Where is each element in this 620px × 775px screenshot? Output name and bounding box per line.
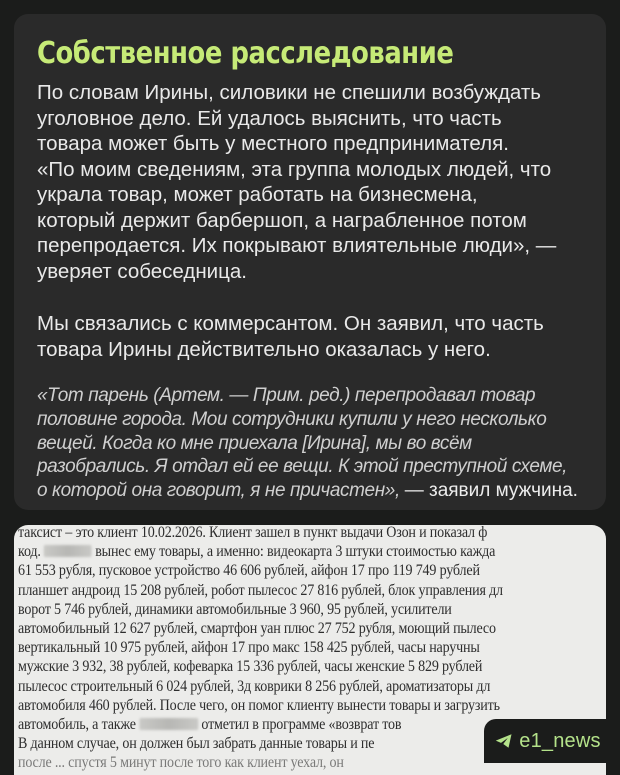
doc-line: код. вынес ему товары, а именно: видеокарта 3 штуки стоимостью кажда xyxy=(18,543,496,561)
redaction-blur xyxy=(44,545,92,557)
channel-name: e1_news xyxy=(519,729,601,752)
doc-line: автомобильный 12 627 рублей, смартфон уан плюс 27 752 рубля, моющий пылесо xyxy=(18,620,496,638)
doc-line: автомобиля 460 рублей. После чего, он помог клиенту вынести товары и загрузить xyxy=(18,696,500,714)
doc-line: пылесос строительный 6 024 рублей, 3д коврики 8 256 рублей, ароматизаторы дл xyxy=(18,677,491,695)
text-line: перепродается. Их покрывают влиятельные люди», — xyxy=(37,234,557,257)
paragraph-1 xyxy=(37,80,586,284)
doc-line: таксист – это клиент 10.02.2026. Клиент зашел в пункт выдачи Озон и показал ф xyxy=(18,525,488,541)
quote-line: вещей. Когда ко мне приехала [Ирина], мы во всём xyxy=(37,432,472,454)
doc-line: планшет андроид 15 208 рублей, робот пылесос 27 816 рублей, блок управления дл xyxy=(18,581,503,599)
doc-line: ворот 5 746 рублей, динамики автомобильные 3 960, 95 рублей, усилители xyxy=(18,600,452,618)
quote-line: половине города. Мои сотрудники купили у него несколько xyxy=(37,408,547,430)
doc-line: после ... спустя 5 минут после того как клиент уехал, он xyxy=(18,754,344,772)
text-line: товара Ирины действительно оказалась у него. xyxy=(37,337,491,361)
text-line: уверяет собеседница. xyxy=(37,259,247,283)
doc-line: В данном случае, он должен был забрать данные товары и пе xyxy=(18,735,375,753)
text-line: который держит барбершоп, а награбленное потом xyxy=(37,208,527,232)
quote-attribution: — заявил мужчина. xyxy=(404,480,578,502)
doc-line: вертикальный 10 975 рублей, айфон 17 про макс 158 425 рублей, часы наручны xyxy=(18,639,480,657)
paragraph-2 xyxy=(37,311,586,362)
doc-line: автомобиль, а также отметил в программе «возврат тов xyxy=(18,716,402,734)
text-line: уголовное дело. Ей удалось выяснить, что часть xyxy=(37,106,502,130)
redaction-blur xyxy=(139,718,198,730)
section-title: Собственное расследование xyxy=(37,36,454,71)
text-line: По словам Ирины, силовики не спешили возбуждать xyxy=(37,81,541,104)
text-line: товара может быть у местного предпринимателя. xyxy=(37,132,509,155)
doc-line: 61 553 рубля, пусковое устройство 46 606 рублей, айфон 17 про 119 749 рублей xyxy=(18,562,480,580)
quote-line: «Тот парень (Артем. — Прим. ред.) перепродавал товар xyxy=(37,385,536,406)
doc-line: мужские 3 932, 38 рублей, кофеварка 15 336 рублей, часы женские 5 829 рублей xyxy=(18,658,483,676)
text-line: украла товар, может работать на бизнесмена, xyxy=(37,183,478,206)
quote-paragraph xyxy=(37,384,586,503)
text-line: Мы связались с коммерсантом. Он заявил, что часть xyxy=(37,312,544,335)
channel-watermark xyxy=(484,719,612,763)
article-card xyxy=(14,14,606,510)
telegram-plane-icon xyxy=(495,733,513,749)
text-line: «По моим сведениям, эта группа молодых людей, что xyxy=(37,157,552,181)
quote-line: о которой она говорит, я не причастен», xyxy=(37,480,405,502)
quote-line: разобрались. Я отдал ей ее вещи. К этой преступной схеме, xyxy=(37,456,568,478)
